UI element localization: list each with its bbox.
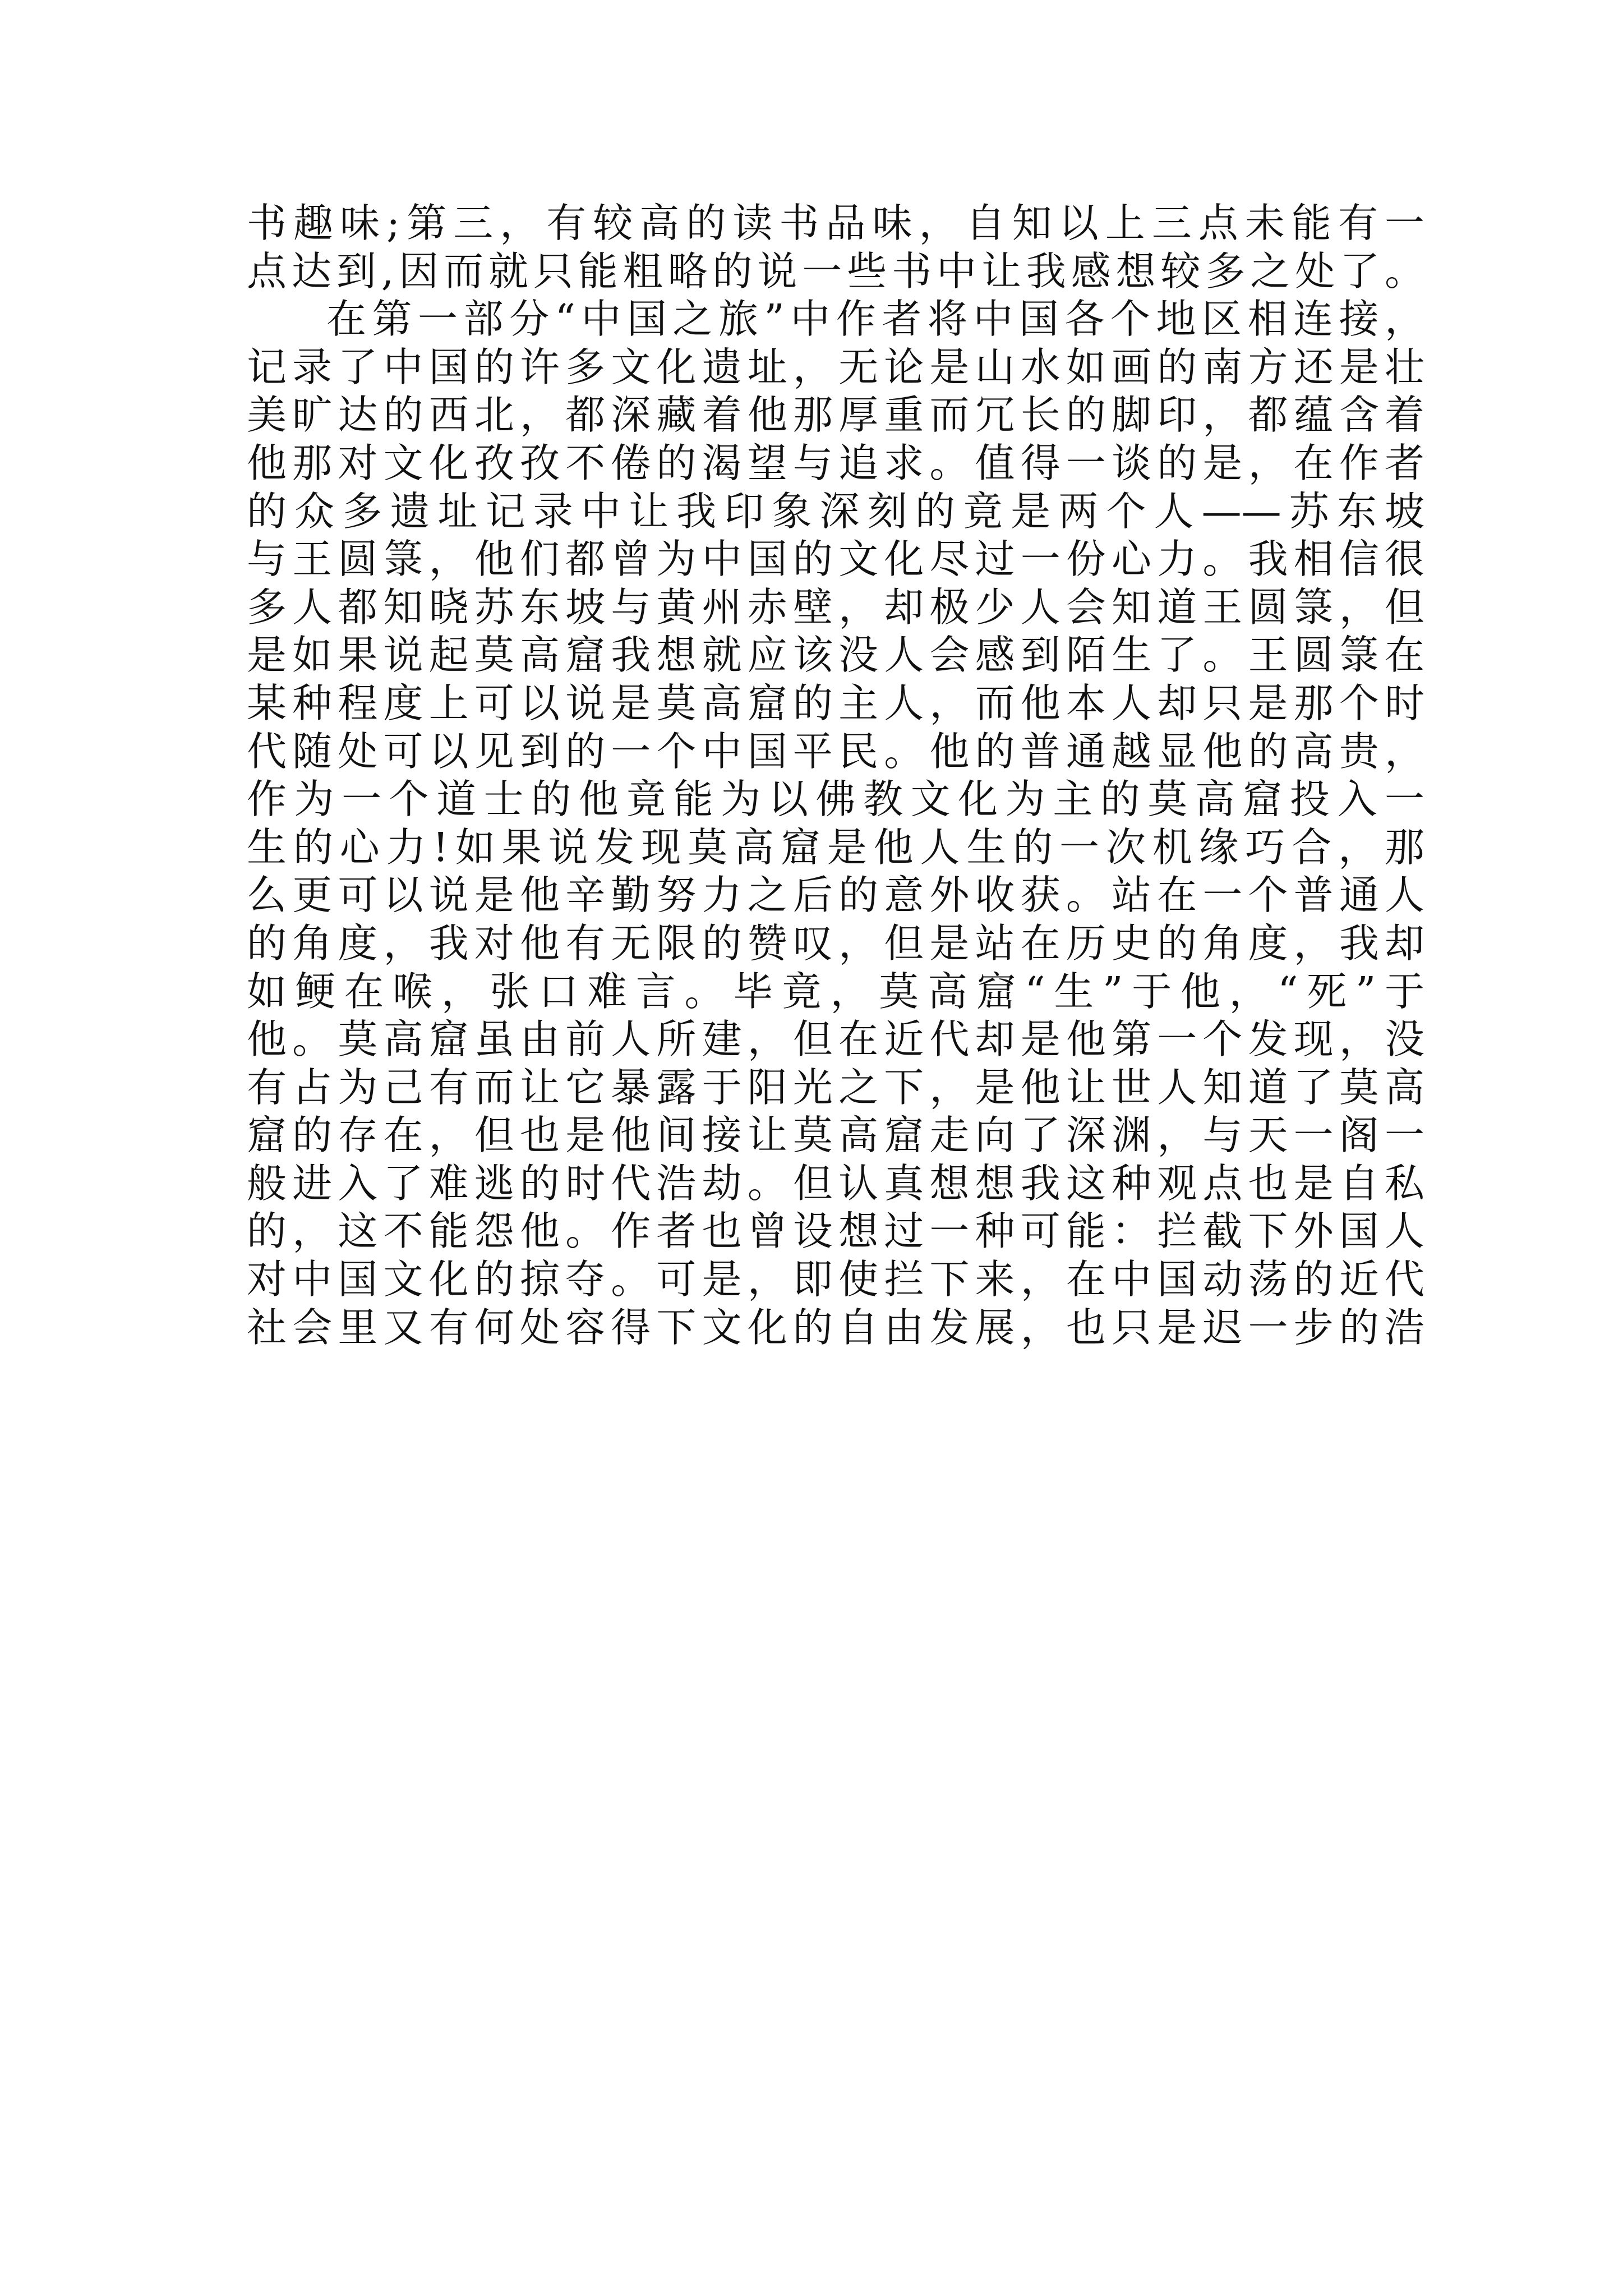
text-line-21: 般进入了难逃的时代浩劫。但认真想想我这种观点也是自私: [247, 1159, 1424, 1207]
text-line-17: 如鲠在喉，张口难言。毕竟，莫高窟“生”于他，“死”于: [247, 968, 1424, 1015]
text-line-19: 有占为己有而让它暴露于阳光之下，是他让世人知道了莫高: [247, 1064, 1424, 1111]
text-line-4: 记录了中国的许多文化遗址，无论是山水如画的南方还是壮: [247, 343, 1424, 390]
text-line-14: 生的心力!如果说发现莫高窟是他人生的一次机缘巧合，那: [247, 823, 1424, 871]
text-line-8: 与王圆箓，他们都曾为中国的文化尽过一份心力。我相信很: [247, 536, 1424, 583]
text-line-2: 点达到,因而就只能粗略的说一些书中让我感想较多之处了。: [247, 247, 1424, 295]
text-line-12: 代随处可以见到的一个中国平民。他的普通越显他的高贵，: [247, 728, 1424, 775]
text-line-11: 某种程度上可以说是莫高窟的主人，而他本人却只是那个时: [247, 679, 1424, 726]
text-line-3: 在第一部分“中国之旅”中作者将中国各个地区相连接，: [326, 296, 1424, 343]
text-line-6: 他那对文化孜孜不倦的渴望与追求。值得一谈的是，在作者: [247, 439, 1424, 486]
text-line-15: 么更可以说是他辛勤努力之后的意外收获。站在一个普通人: [247, 872, 1424, 919]
text-line-5: 美旷达的西北，都深藏着他那厚重而冗长的脚印，都蕴含着: [247, 392, 1424, 439]
text-line-10: 是如果说起莫高窟我想就应该没人会感到陌生了。王圆箓在: [247, 632, 1424, 679]
text-line-22: 的，这不能怨他。作者也曾设想过一种可能：拦截下外国人: [247, 1208, 1424, 1255]
body-text: [247, 199, 1424, 1351]
text-line-1: 书趣味;第三，有较高的读书品味，自知以上三点未能有一: [247, 200, 1424, 246]
text-line-9: 多人都知晓苏东坡与黄州赤壁，却极少人会知道王圆箓，但: [247, 583, 1424, 631]
text-line-13: 作为一个道士的他竟能为以佛教文化为主的莫高窟投入一: [247, 776, 1424, 823]
text-line-7: 的众多遗址记录中让我印象深刻的竟是两个人——苏东坡: [247, 487, 1424, 535]
text-line-18: 他。莫高窟虽由前人所建，但在近代却是他第一个发现，没: [247, 1016, 1424, 1063]
text-line-16: 的角度，我对他有无限的赞叹，但是站在历史的角度，我却: [247, 919, 1424, 967]
text-line-23: 对中国文化的掠夺。可是，即使拦下来，在中国动荡的近代: [247, 1256, 1424, 1303]
text-line-24: 社会里又有何处容得下文化的自由发展，也只是迟一步的浩: [247, 1304, 1424, 1351]
text-line-20: 窟的存在，但也是他间接让莫高窟走向了深渊，与天一阁一: [247, 1112, 1424, 1159]
